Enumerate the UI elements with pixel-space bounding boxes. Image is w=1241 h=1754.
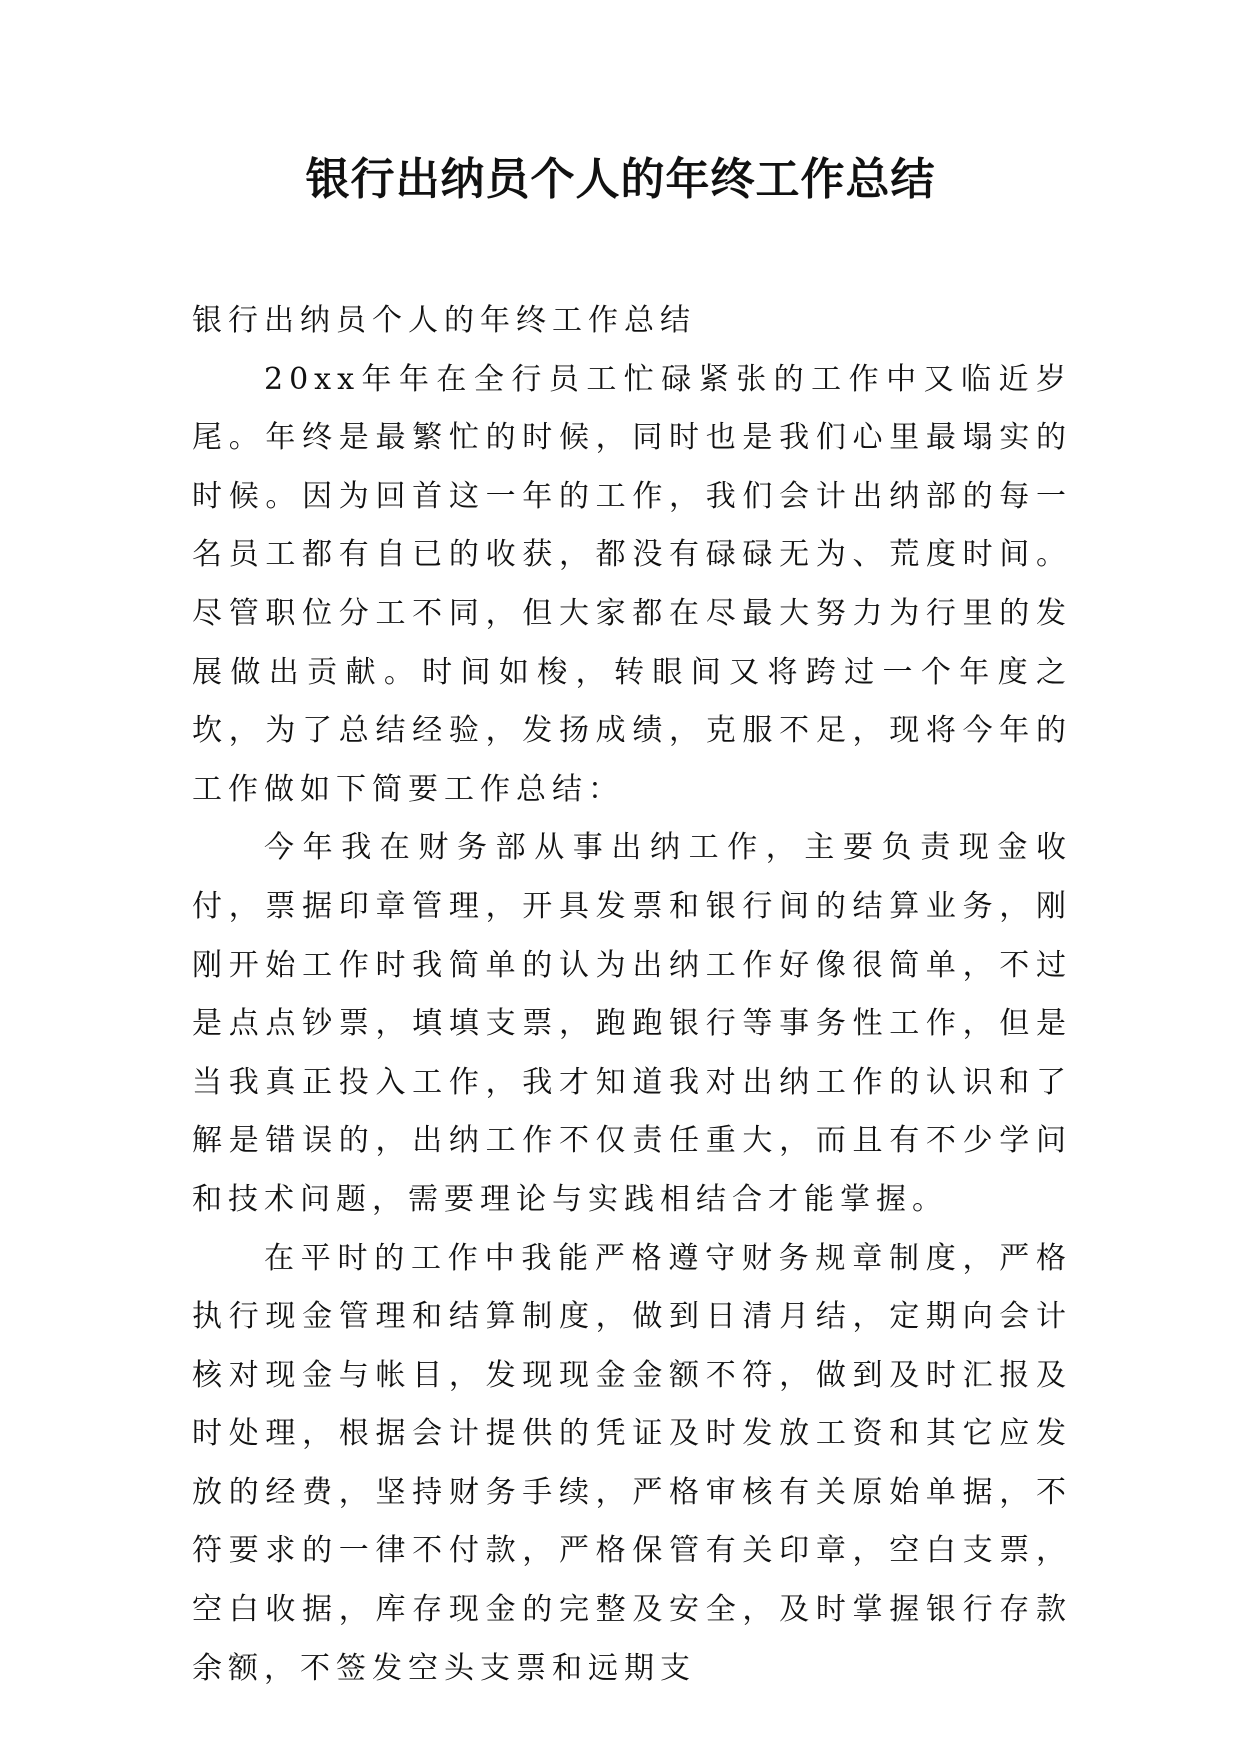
document-subtitle: 银行出纳员个人的年终工作总结 — [192, 303, 696, 338]
document-title: 银行出纳员个人的年终工作总结 — [305, 154, 936, 205]
paragraph-intro: 20xx年年在全行员工忙碌紧张的工作中又临近岁尾。年终是最繁忙的时候，同时也是我们心里最塌实的时候。因为回首这一年的工作，我们会计出纳部的每一名员工都有自已的收获，都没有碌碌无为、荒度时间。尽管职位分工不同，但大家都在尽最大努力为行里的发展做出贡献。时间如梭，转眼间又将跨过一个年度之坎，为了总结经验，发扬成绩，克服不足，现将今年的工作做如下简要工作总结： — [192, 361, 1072, 807]
paragraph-duties: 今年我在财务部从事出纳工作，主要负责现金收付，票据印章管理，开具发票和银行间的结算业务，刚刚开始工作时我简单的认为出纳工作好像很简单，不过是点点钞票，填填支票，跑跑银行等事务性工作，但是当我真正投入工作，我才知道我对出纳工作的认识和了解是错误的，出纳工作不仅责任重大，而且有不少学问和技术问题，需要理论与实践相结合才能掌握。 — [192, 830, 1072, 1217]
document-body — [192, 292, 1072, 1698]
paragraph-practice: 在平时的工作中我能严格遵守财务规章制度，严格执行现金管理和结算制度，做到日清月结，定期向会计核对现金与帐目，发现现金金额不符，做到及时汇报及时处理，根据会计提供的凭证及时发放工资和其它应发放的经费，坚持财务手续，严格审核有关原始单据，不符要求的一律不付款，严格保管有关印章，空白支票，空白收据，库存现金的完整及安全，及时掌握银行存款余额，不签发空头支票和远期支 — [192, 1240, 1072, 1686]
